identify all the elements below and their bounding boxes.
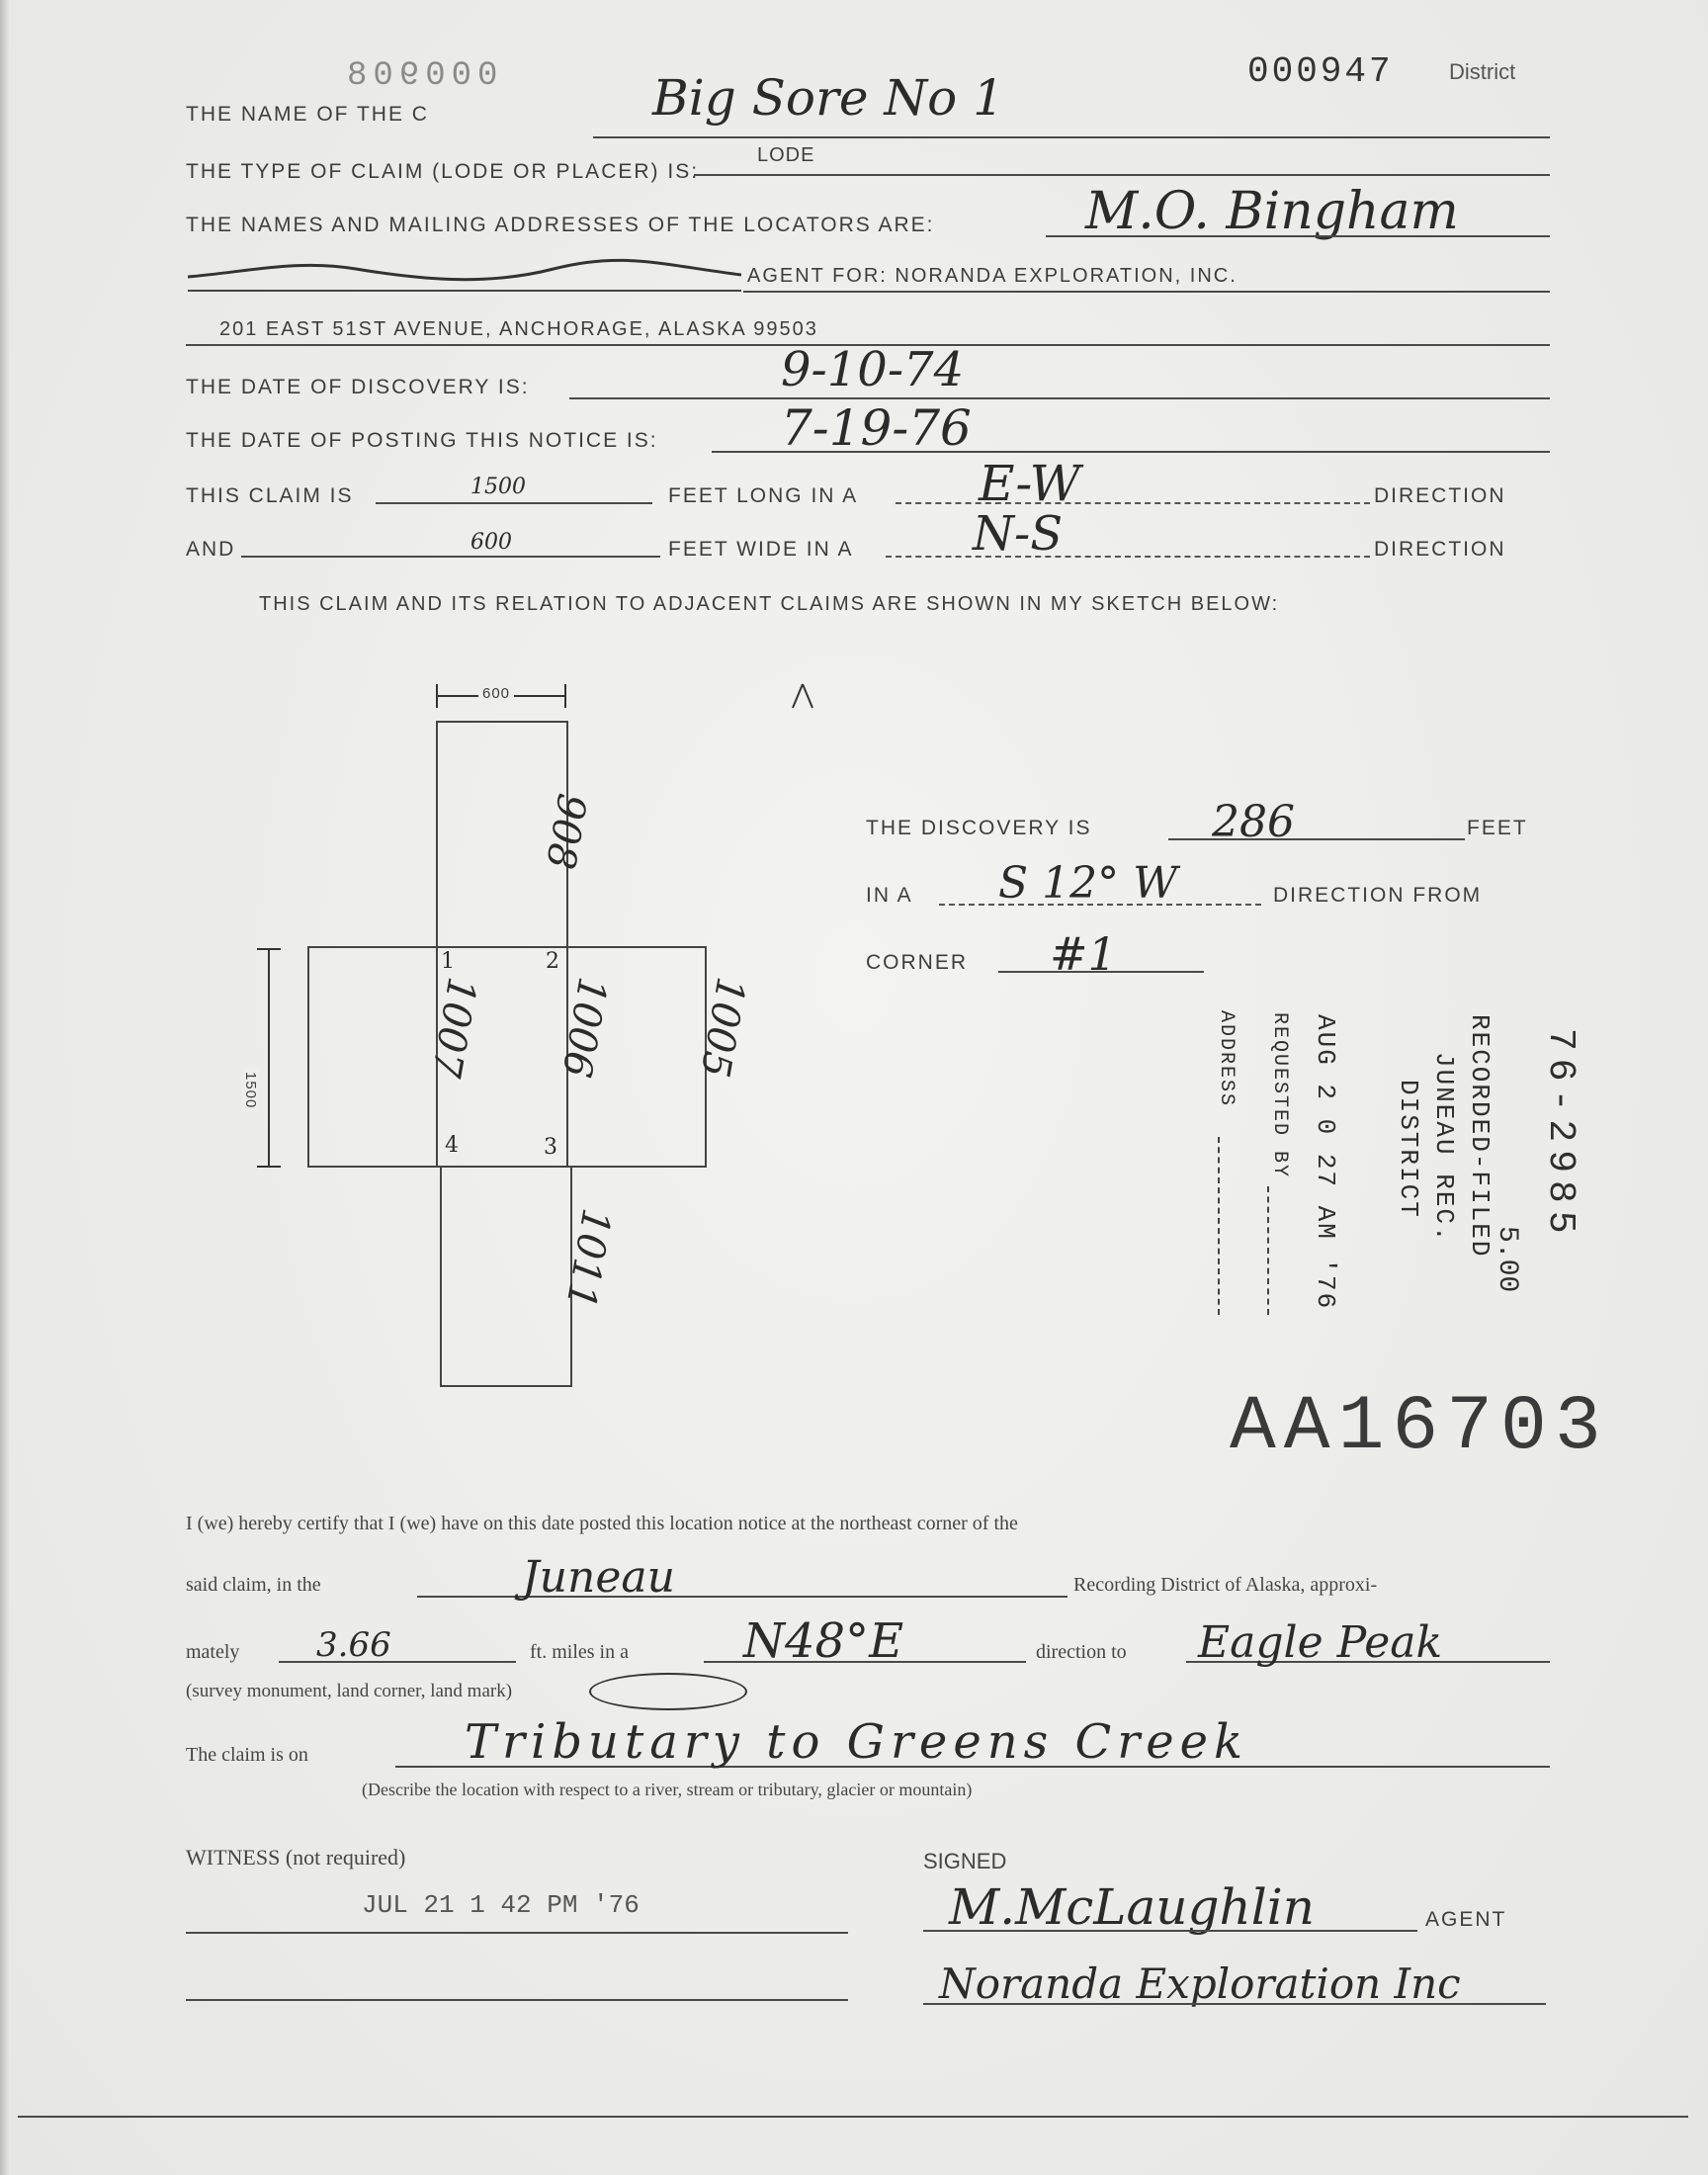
recording-district-text: Recording District of Alaska, approxi-: [1073, 1574, 1378, 1596]
agent-for-text: AGENT FOR: NORANDA EXPLORATION, INC.: [747, 265, 1238, 287]
agent-for-line: [743, 291, 1550, 293]
length-value: 1500: [470, 475, 526, 499]
claim-label-1006: 1006: [553, 973, 616, 1082]
corner-label: CORNER: [866, 951, 969, 974]
posting-date-value: 7-19-76: [781, 399, 972, 457]
wide-direction-line: [886, 556, 1370, 558]
claim-label-1011: 1011: [556, 1204, 620, 1313]
witness-label: WITNESS (not required): [186, 1845, 406, 1870]
wide-direction-value: N-S: [973, 506, 1064, 562]
wide-label: FEET WIDE IN A: [668, 538, 854, 561]
long-direction-label: DIRECTION: [1374, 484, 1506, 507]
discovery-in-a-label: IN A: [866, 884, 913, 907]
big-recording-number: AA16703: [1230, 1384, 1609, 1471]
discovery-date-label: THE DATE OF DISCOVERY IS:: [186, 376, 530, 398]
recording-date: AUG 2 0 27 AM '76: [1311, 1014, 1340, 1311]
corner-value: #1: [1050, 927, 1117, 981]
sketch-length-dim: 1500: [242, 1068, 259, 1112]
and-label: AND: [186, 538, 236, 561]
claim-label-1005: 1005: [691, 973, 754, 1082]
discovery-direction: S 12° W: [998, 858, 1178, 909]
claim-name-line: [593, 136, 1550, 138]
requested-by-line: [1267, 1186, 1269, 1315]
recording-fee: 5.00: [1492, 1226, 1522, 1293]
width-line: [241, 556, 660, 558]
claim-label-1007: 1007: [422, 973, 485, 1082]
direction-to-text: direction to: [1036, 1641, 1127, 1663]
discovery-date-line: [569, 397, 1550, 399]
juneau-rec-text: JUNEAU REC.: [1429, 1052, 1459, 1244]
recording-address-line: [1218, 1137, 1220, 1315]
district-text: DISTRICT: [1394, 1080, 1423, 1219]
survey-options-text: (survey monument, land corner, land mark): [186, 1681, 513, 1701]
landmark-value: Eagle Peak: [1198, 1617, 1443, 1668]
corner-4-mark: 4: [445, 1133, 459, 1158]
claim-is-label: THIS CLAIM IS: [186, 484, 354, 507]
scan-edge: [0, 0, 10, 2175]
recorded-filed-text: RECORDED-FILED: [1465, 1014, 1494, 1259]
direction-from-label: DIRECTION FROM: [1273, 884, 1483, 907]
district-value: Juneau: [522, 1552, 675, 1603]
wide-direction-label: DIRECTION: [1374, 538, 1506, 561]
discovery-distance: 286: [1212, 797, 1295, 847]
locators-label: THE NAMES AND MAILING ADDRESSES OF THE LOCATORS ARE:: [186, 214, 935, 236]
district-line: [417, 1596, 1068, 1598]
witness-line-2: [186, 1999, 848, 2001]
locators-line: [1046, 235, 1550, 237]
discovery-feet-label: FEET: [1467, 817, 1528, 839]
recording-number: 76-2985: [1539, 1028, 1581, 1242]
bottom-rule: [18, 2116, 1688, 2118]
locators-value: M.O. Bingham: [1085, 182, 1459, 241]
approx-distance-line: [279, 1661, 516, 1663]
claim-is-on-text: The claim is on: [186, 1744, 308, 1766]
sketch-width-dim: 600: [478, 685, 514, 702]
describe-location-text: (Describe the location with respect to a river, stream or tributary, glacier or mountain): [362, 1780, 973, 1799]
ft-miles-text: ft. miles in a: [530, 1641, 629, 1663]
land-mark-circle: [589, 1673, 747, 1710]
posting-date-label: THE DATE OF POSTING THIS NOTICE IS:: [186, 429, 658, 452]
faint-mirror-number: 000908: [341, 57, 498, 95]
claim-box-1007: [308, 947, 437, 1167]
district-label: District: [1449, 59, 1516, 84]
mately-text: mately: [186, 1641, 240, 1663]
claim-name-label: THE NAME OF THE C: [186, 103, 429, 126]
certification-line-1: I (we) hereby certify that I (we) have on this date posted this location notice at the northeast corner of the: [186, 1513, 1018, 1534]
signature-line: [923, 1930, 1417, 1932]
company-line: [923, 2003, 1546, 2005]
sketch-caption: THIS CLAIM AND ITS RELATION TO ADJACENT CLAIMS ARE SHOWN IN MY SKETCH BELOW:: [259, 593, 1280, 615]
approx-distance-value: 3.66: [316, 1625, 391, 1665]
width-value: 600: [470, 530, 512, 555]
claim-type-label: THE TYPE OF CLAIM (LODE OR PLACER) IS:: [186, 160, 700, 183]
discovery-direction-line: [939, 904, 1261, 906]
long-direction-value: E-W: [979, 455, 1080, 512]
claim-type-value: LODE: [757, 144, 815, 166]
corner-1-mark: 1: [441, 949, 455, 974]
discovery-date-value: 9-10-74: [781, 342, 965, 397]
corner-3-mark: 3: [544, 1135, 557, 1160]
recording-address-label: ADDRESS: [1215, 1010, 1238, 1108]
discovery-distance-line: [1168, 838, 1465, 840]
company-signature: Noranda Exploration Inc: [939, 1959, 1461, 2008]
location-value: Tributary to Greens Creek: [465, 1714, 1249, 1770]
locator-address: 201 EAST 51ST AVENUE, ANCHORAGE, ALASKA 99503: [219, 318, 818, 340]
north-arrow-head: [789, 682, 818, 722]
signature-value: M.McLaughlin: [949, 1878, 1315, 1936]
corner-2-mark: 2: [546, 949, 559, 974]
witness-stamp: JUL 21 1 42 PM '76: [362, 1890, 640, 1920]
said-claim-text: said claim, in the: [186, 1574, 321, 1596]
claim-type-line: [694, 174, 1550, 176]
claim-box-1011: [441, 1167, 571, 1386]
requested-by-label: REQUESTED BY: [1268, 1012, 1291, 1179]
long-direction-line: [896, 502, 1370, 504]
length-line: [376, 502, 652, 504]
discovery-label: THE DISCOVERY IS: [866, 817, 1092, 839]
posting-date-line: [712, 451, 1550, 453]
document-stamp-number: 000947: [1247, 51, 1394, 92]
bearing-value: N48°E: [743, 1613, 904, 1669]
signed-label: SIGNED: [923, 1849, 1007, 1873]
claim-name-value: Big Sore No 1: [652, 69, 1004, 127]
witness-line-1: [186, 1932, 848, 1934]
long-label: FEET LONG IN A: [668, 484, 859, 507]
locator-squiggle: [188, 247, 741, 297]
agent-label: AGENT: [1425, 1908, 1507, 1931]
claim-label-908: 908: [536, 790, 595, 873]
corner-line: [998, 971, 1204, 973]
